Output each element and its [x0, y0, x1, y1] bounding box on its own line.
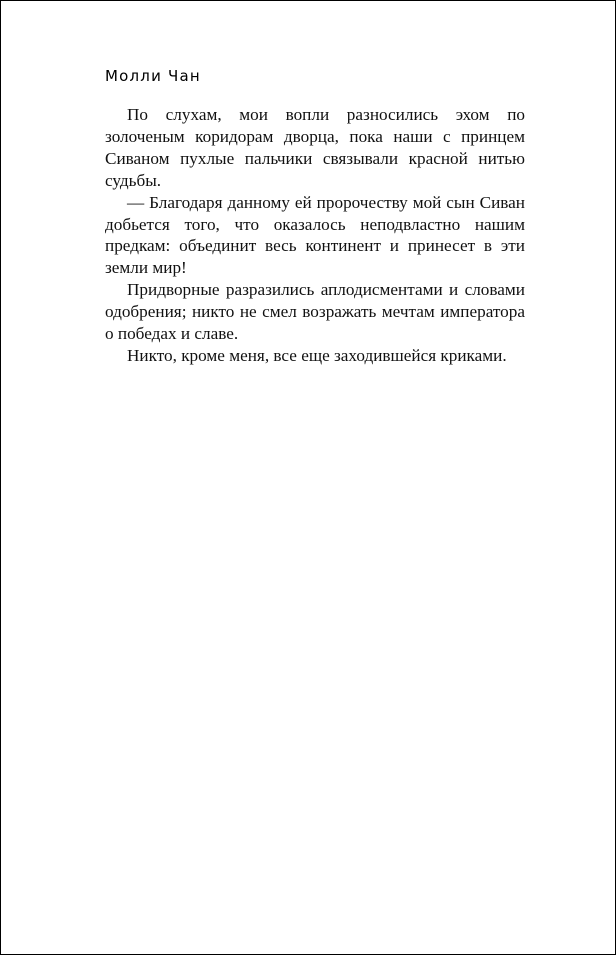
paragraph: — Благодаря данному ей пророчеству мой сын Сиван добьется того, что оказалось неподвластно нашим предкам: объединит весь континент и принесет в эти земли мир! [105, 192, 525, 278]
paragraph: По слухам, мои вопли разносились эхом по золоченым коридорам дворца, пока наши с принцем Сиваном пухлые пальчики связывали красной нитью судьбы. [105, 105, 525, 190]
body-text [105, 104, 525, 367]
running-head-author: Молли Чан [105, 67, 201, 85]
paragraph: Придворные разразились аплодисментами и словами одобрения; никто не смел возражать мечтам императора о победах и славе. [105, 280, 525, 344]
paragraph: Никто, кроме меня, все еще заходившейся криками. [127, 345, 507, 365]
